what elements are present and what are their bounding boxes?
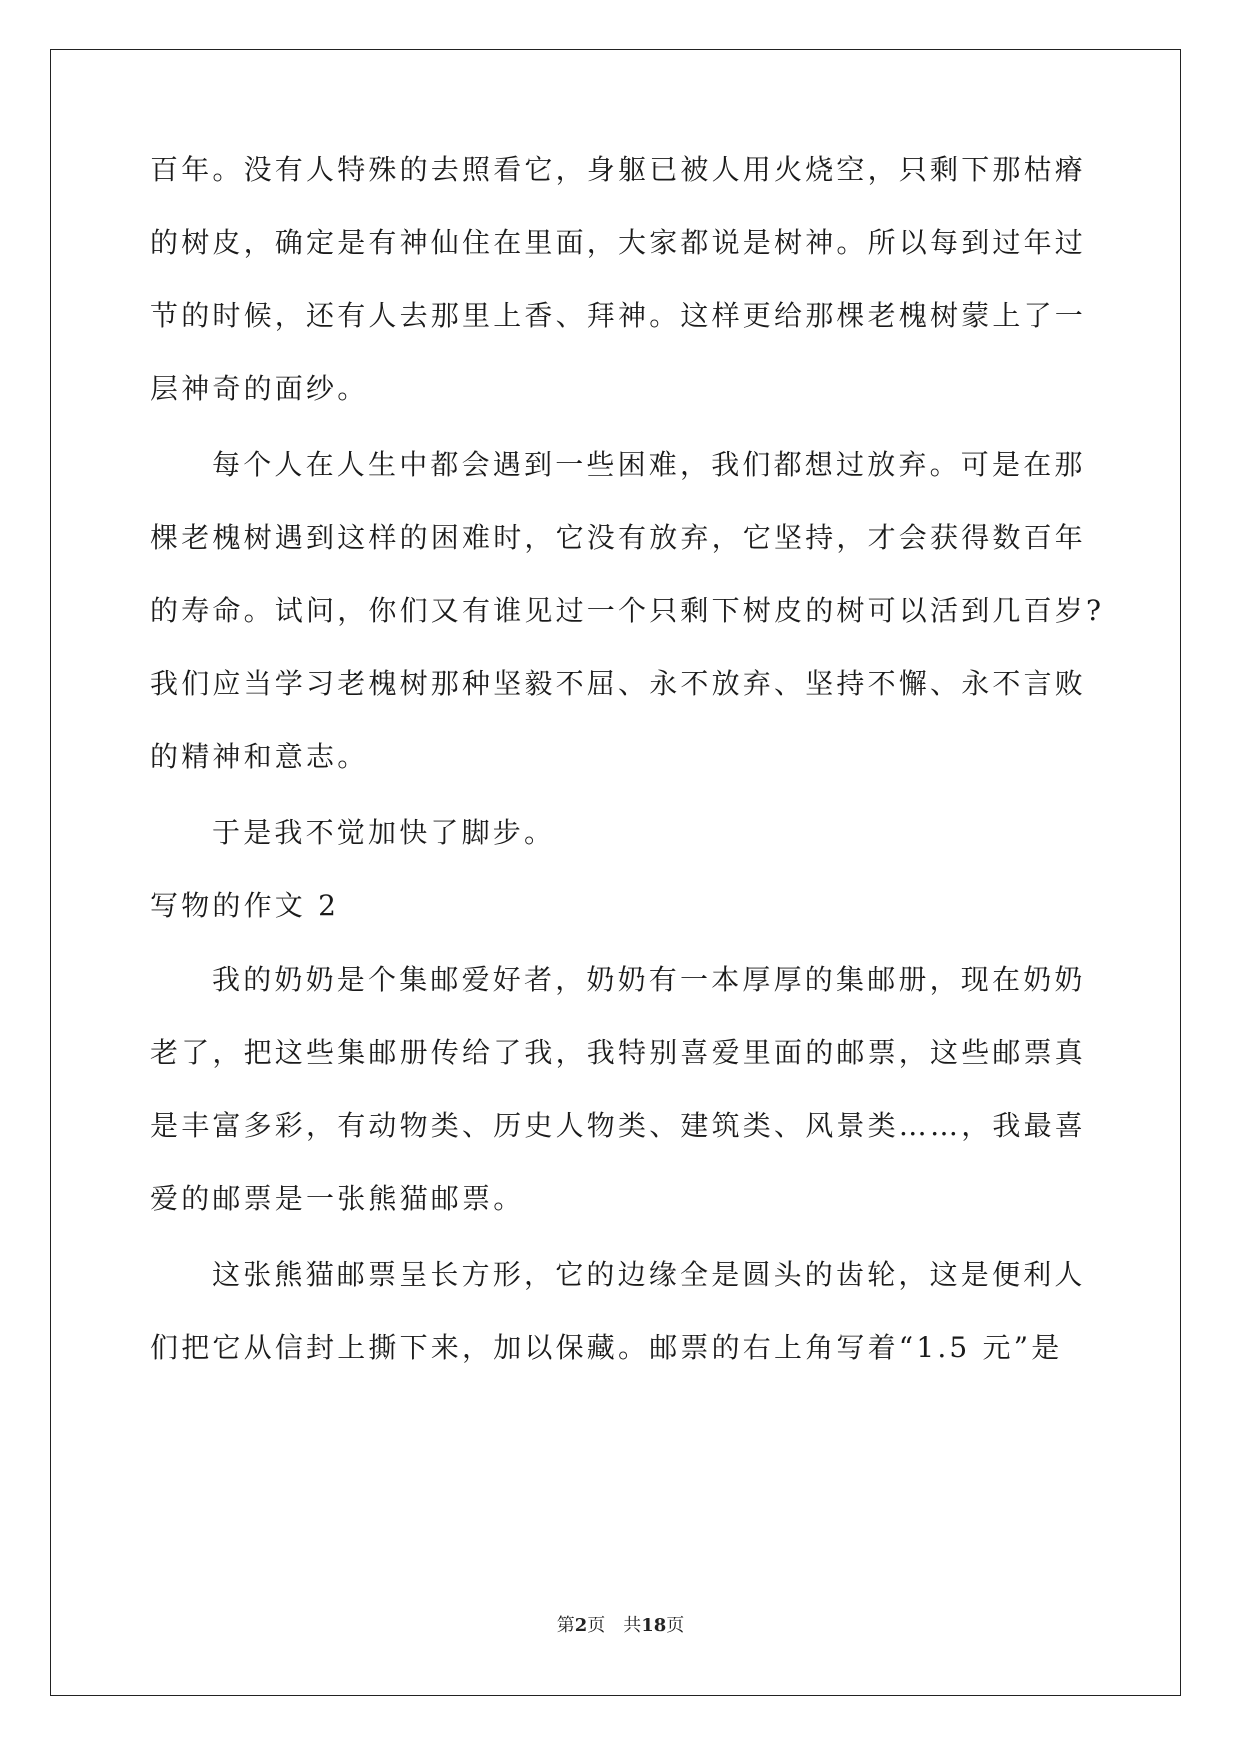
text-line: 棵老槐树遇到这样的困难时，它没有放弃，它坚持，才会获得数百年 bbox=[150, 521, 1087, 554]
text-line: 爱的邮票是一张熊猫邮票。 bbox=[150, 1182, 525, 1215]
text-line: 节的时候，还有人去那里上香、拜神。这样更给那棵老槐树蒙上了一 bbox=[150, 299, 1087, 332]
text-line: 层神奇的面纱。 bbox=[150, 372, 369, 405]
footer-mid: 页 共 bbox=[587, 1615, 642, 1636]
total-pages: 18 bbox=[641, 1615, 667, 1636]
text-line: 的寿命。试问，你们又有谁见过一个只剩下树皮的树可以活到几百岁? bbox=[150, 594, 1105, 627]
paragraph-first-line: 于是我不觉加快了脚步。 bbox=[212, 816, 556, 849]
text-line: 我们应当学习老槐树那种坚毅不屈、永不放弃、坚持不懈、永不言败 bbox=[150, 667, 1087, 700]
page-number: 2 bbox=[574, 1615, 588, 1636]
section-heading: 写物的作文 2 bbox=[150, 889, 340, 922]
text-line: 的树皮，确定是有神仙住在里面，大家都说是树神。所以每到过年过 bbox=[150, 226, 1087, 259]
text-line: 老了，把这些集邮册传给了我，我特别喜爱里面的邮票，这些邮票真 bbox=[150, 1036, 1087, 1069]
text-line: 们把它从信封上撕下来，加以保藏。邮票的右上角写着“1.5 元”是 bbox=[150, 1331, 1063, 1364]
page-footer bbox=[0, 1614, 1241, 1638]
footer-prefix: 第 bbox=[556, 1615, 575, 1636]
text-line: 是丰富多彩，有动物类、历史人物类、建筑类、风景类……，我最喜 bbox=[150, 1109, 1087, 1142]
paragraph-first-line: 这张熊猫邮票呈长方形，它的边缘全是圆头的齿轮，这是便利人 bbox=[212, 1258, 1086, 1291]
footer-suffix: 页 bbox=[666, 1615, 685, 1636]
text-line: 的精神和意志。 bbox=[150, 740, 369, 773]
paragraph-first-line: 我的奶奶是个集邮爱好者，奶奶有一本厚厚的集邮册，现在奶奶 bbox=[212, 963, 1086, 996]
paragraph-first-line: 每个人在人生中都会遇到一些困难，我们都想过放弃。可是在那 bbox=[212, 448, 1086, 481]
text-line: 百年。没有人特殊的去照看它，身躯已被人用火烧空，只剩下那枯瘠 bbox=[150, 153, 1087, 186]
